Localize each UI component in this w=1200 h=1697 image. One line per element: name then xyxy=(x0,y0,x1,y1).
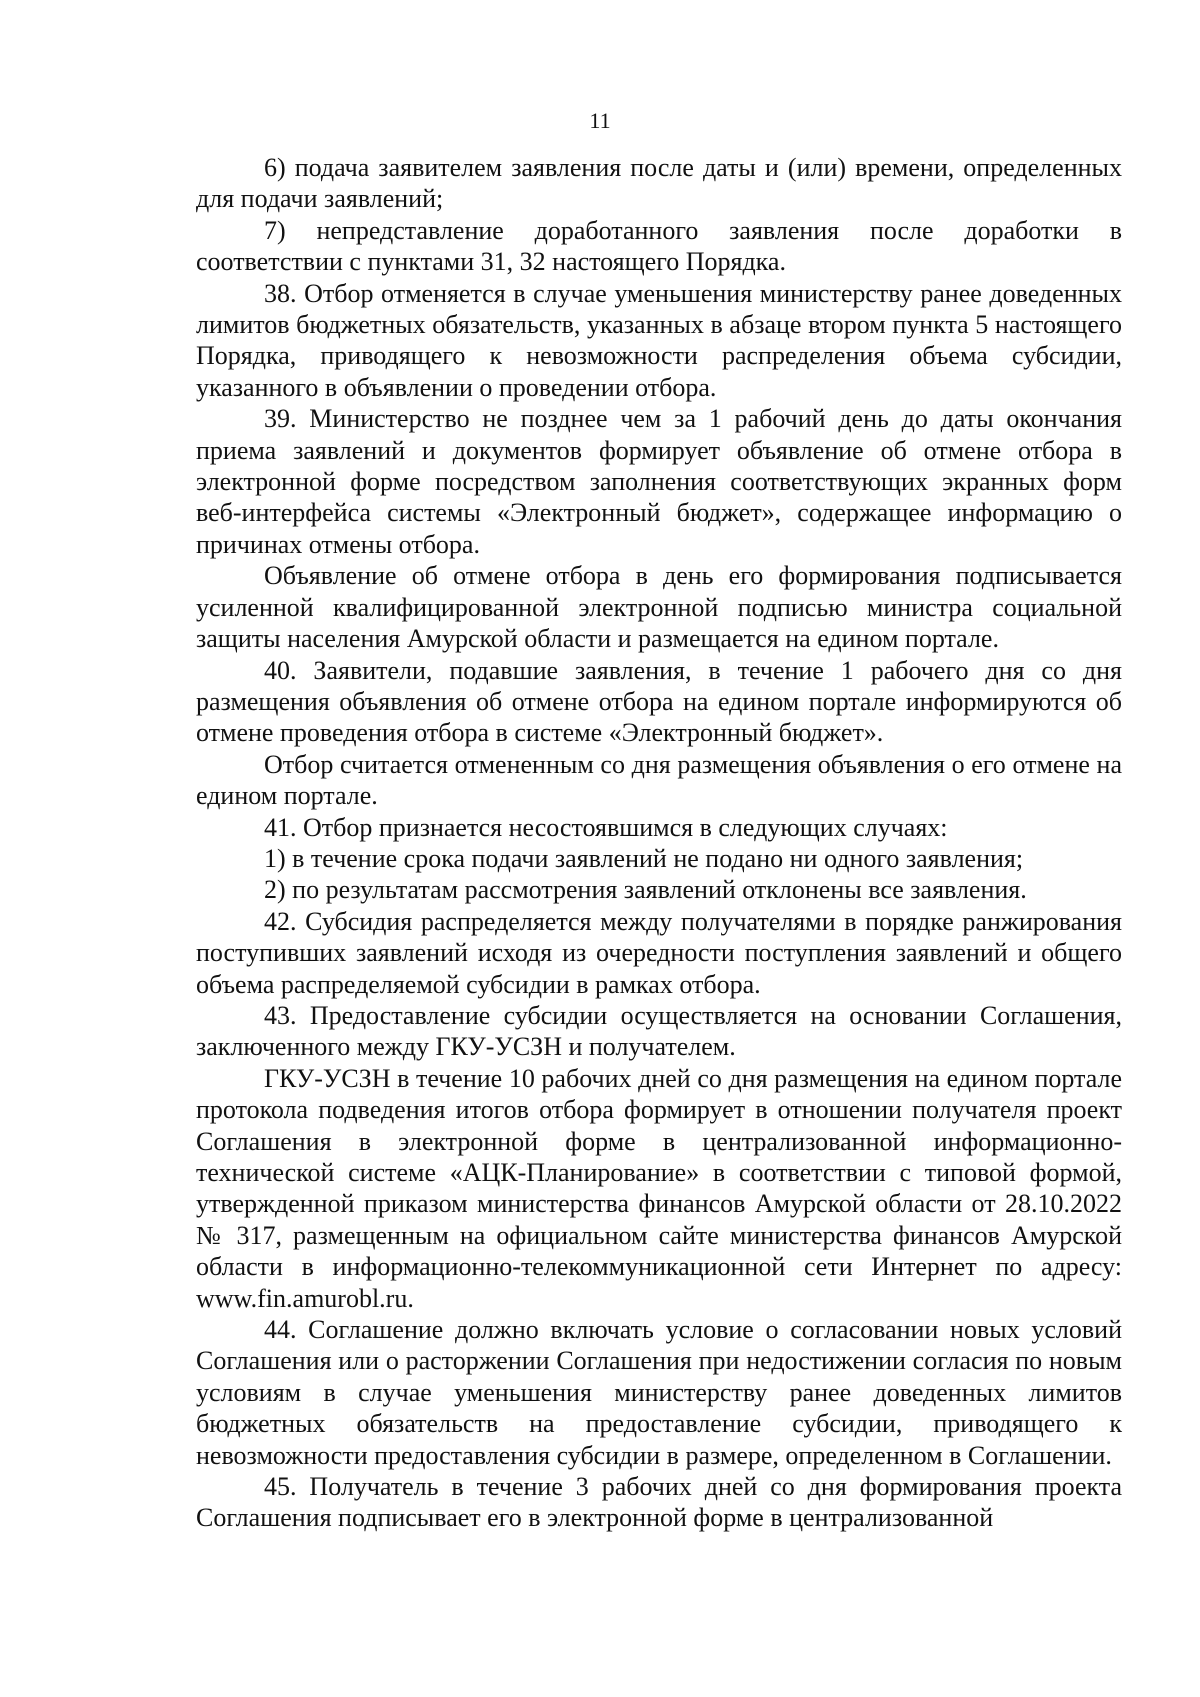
paragraph-45: 45. Получатель в течение 3 рабочих дней со дня формирования проекта Соглашения подписывает его в электронной форме в централизованной xyxy=(196,1472,1122,1533)
paragraph-44: 44. Соглашение должно включать условие о согласовании новых условий Соглашения или о расторжении Соглашения при недостижении согласия по новым условиям в случае уменьшения министерству ранее доведенных лимитов бюджетных обязательств на предоставление субсидии, приводящего к невозможности предоставления субсидии в размере, определенном в Соглашении. xyxy=(196,1315,1122,1470)
paragraph-43-agreement: ГКУ-УСЗН в течение 10 рабочих дней со дня размещения на едином портале протокола подведения итогов отбора формирует в отношении получателя проект Соглашения в электронной форме в централизованной информационно-технической системе «АЦК-Планирование» в соответствии с типовой формой, утвержденной приказом министерства финансов Амурской области от 28.10.2022 № 317, размещенным на официальном сайте министерства финансов Амурской области в информационно-телекоммуникационной сети Интернет по адресу: www.fin.amurobl.ru. xyxy=(196,1063,1122,1313)
paragraph-40-cancelled: Отбор считается отмененным со дня размещения объявления о его отмене на едином портале. xyxy=(196,749,1122,811)
paragraph-41-item-1: 1) в течение срока подачи заявлений не подано ни одного заявления; xyxy=(264,843,1024,873)
paragraph-item-7: 7) непредставление доработанного заявления после доработки в соответствии с пунктами 31, 32 настоящего Порядка. xyxy=(196,215,1122,277)
paragraph-43: 43. Предоставление субсидии осуществляется на основании Соглашения, заключенного между ГКУ-УСЗН и получателем. xyxy=(196,1000,1122,1062)
page-number: 11 xyxy=(589,108,611,133)
paragraph-42: 42. Субсидия распределяется между получателями в порядке ранжирования поступивших заявлений исходя из очередности поступления заявлений и общего объема распределяемой субсидии в рамках отбора. xyxy=(196,906,1122,999)
paragraph-40: 40. Заявители, подавшие заявления, в течение 1 рабочего дня со дня размещения объявления об отмене отбора на едином портале информируются об отмене проведения отбора в системе «Электронный бюджет». xyxy=(196,655,1122,748)
paragraph-item-6: 6) подача заявителем заявления после даты и (или) времени, определенных для подачи заявлений; xyxy=(196,153,1122,214)
paragraph-39: 39. Министерство не позднее чем за 1 рабочий день до даты окончания приема заявлений и документов формирует объявление об отмене отбора в электронной форме посредством заполнения соответствующих экранных форм веб-интерфейса системы «Электронный бюджет», содержащее информацию о причинах отмены отбора. xyxy=(196,404,1122,559)
paragraph-41-item-2: 2) по результатам рассмотрения заявлений отклонены все заявления. xyxy=(264,875,1027,905)
paragraph-39-announcement: Объявление об отмене отбора в день его формирования подписывается усиленной квалифицированной электронной подписью министра социальной защиты населения Амурской области и размещается на едином портале. xyxy=(196,561,1122,654)
paragraph-38: 38. Отбор отменяется в случае уменьшения министерству ранее доведенных лимитов бюджетных обязательств, указанных в абзаце втором пункта 5 настоящего Порядка, приводящего к невозможности распределения объема субсидии, указанного в объявлении о проведении отбора. xyxy=(196,278,1122,402)
paragraph-41: 41. Отбор признается несостоявшимся в следующих случаях: xyxy=(264,812,948,842)
document-body xyxy=(196,152,1122,1534)
